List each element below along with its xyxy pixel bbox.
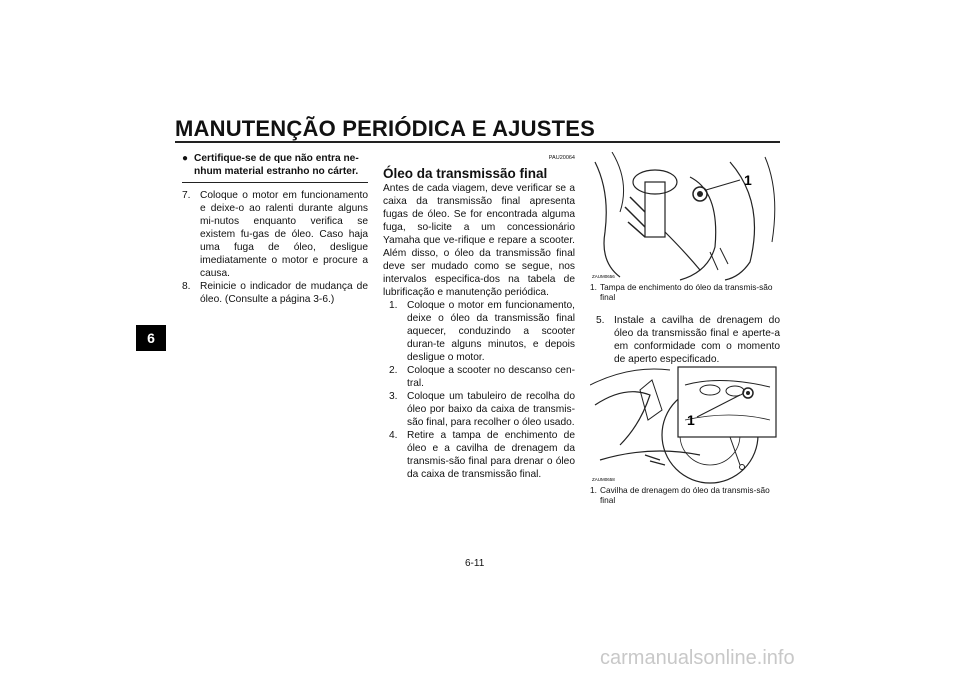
list-item-number: 5. [596,315,605,326]
column-middle [383,152,575,481]
list-item-number: 3. [389,391,398,402]
list-item-number: 4. [389,430,398,441]
section-heading: Óleo da transmissão final [383,166,548,181]
list-item [383,364,575,390]
step-5 [596,314,780,366]
warning-bullet [182,152,368,178]
bullet-dot-icon: ● [182,153,189,164]
caption-number: 1. [590,485,597,495]
caption-text: Cavilha de drenagem do óleo da transmis-são final [600,485,770,505]
page-title: MANUTENÇÃO PERIÓDICA E AJUSTES [175,116,595,141]
list-item [383,390,575,429]
steps-list [383,299,575,481]
list-item-number: 8. [182,281,191,292]
list-item-text: Retire a tampa de enchimento de óleo e a cavilha de drenagem da transmis-são final para drenar o óleo da caixa de transmissão final. [407,430,575,480]
list-item-number: 7. [182,190,191,201]
intro-paragraph: Antes de cada viagem, deve verificar se a caixa da transmissão final apresenta fugas de óleo. Se for encontrada alguma fuga, so-licite a um concessionário Yamaha que ve-rifique e repare a scooter. Além disso, o óleo da transmissão final deve ser mudado como se segue, nos intervalos especifica-dos na tabela de lubrificação e manutenção periódica. [383,183,575,298]
callout-number: 1 [687,412,695,428]
title-rule [175,141,780,143]
column-left [182,152,368,306]
list-item-text: Reinicie o indicador de mudança de óleo. (Consulte a página 3-6.) [200,281,368,305]
callout-number: 1 [744,172,752,188]
figure-caption [590,282,780,302]
list-item-text: Coloque o motor em funcionamento, deixe o óleo da transmissão final aquecer, conduzindo a scooter duran-te alguns minutos, e depois desligue o motor. [407,300,575,363]
section-code: PAU20064 [548,155,575,161]
watermark: carmanualsonline.info [600,647,795,669]
list-item [596,314,780,366]
drain-bolt-illustration [590,365,780,485]
list-item-text: Coloque o motor em funcionamento e deixe-o ao ralenti durante alguns mi-nutos enquanto verifica se existem fu-gas de óleo. Caso haja uma fuga de óleo, desligue imediatamente o motor e procure a causa. [200,190,368,279]
caption-text: Tampa de enchimento do óleo da transmis-são final [600,282,773,302]
divider [182,182,368,183]
figure-code: ZAUM0658 [592,477,615,482]
list-item [383,429,575,481]
page-number: 6-11 [465,558,485,569]
bullet-text: Certifique-se de que não entra ne-nhum material estranho no cárter. [194,153,359,177]
filler-cap-illustration [590,152,780,282]
list-item [182,189,368,280]
list-item-text: Coloque a scooter no descanso cen-tral. [407,365,575,389]
list-item [383,299,575,364]
figure-caption [590,485,780,505]
caption-number: 1. [590,282,597,292]
list-item-text: Coloque um tabuleiro de recolha do óleo por baixo da caixa de transmis-são final, para recolher o óleo usado. [407,391,575,428]
figure-code: ZAUM0656 [592,274,615,279]
figure-drain-bolt [590,365,780,505]
list-item [182,280,368,306]
chapter-tab: 6 [136,325,166,351]
figure-filler-cap [590,152,780,302]
list-item-number: 1. [389,300,398,311]
list-item-text: Instale a cavilha de drenagem do óleo da transmissão final e aperte-a em conformidade com o momento de aperto especificado. [614,315,780,365]
list-item-number: 2. [389,365,398,376]
